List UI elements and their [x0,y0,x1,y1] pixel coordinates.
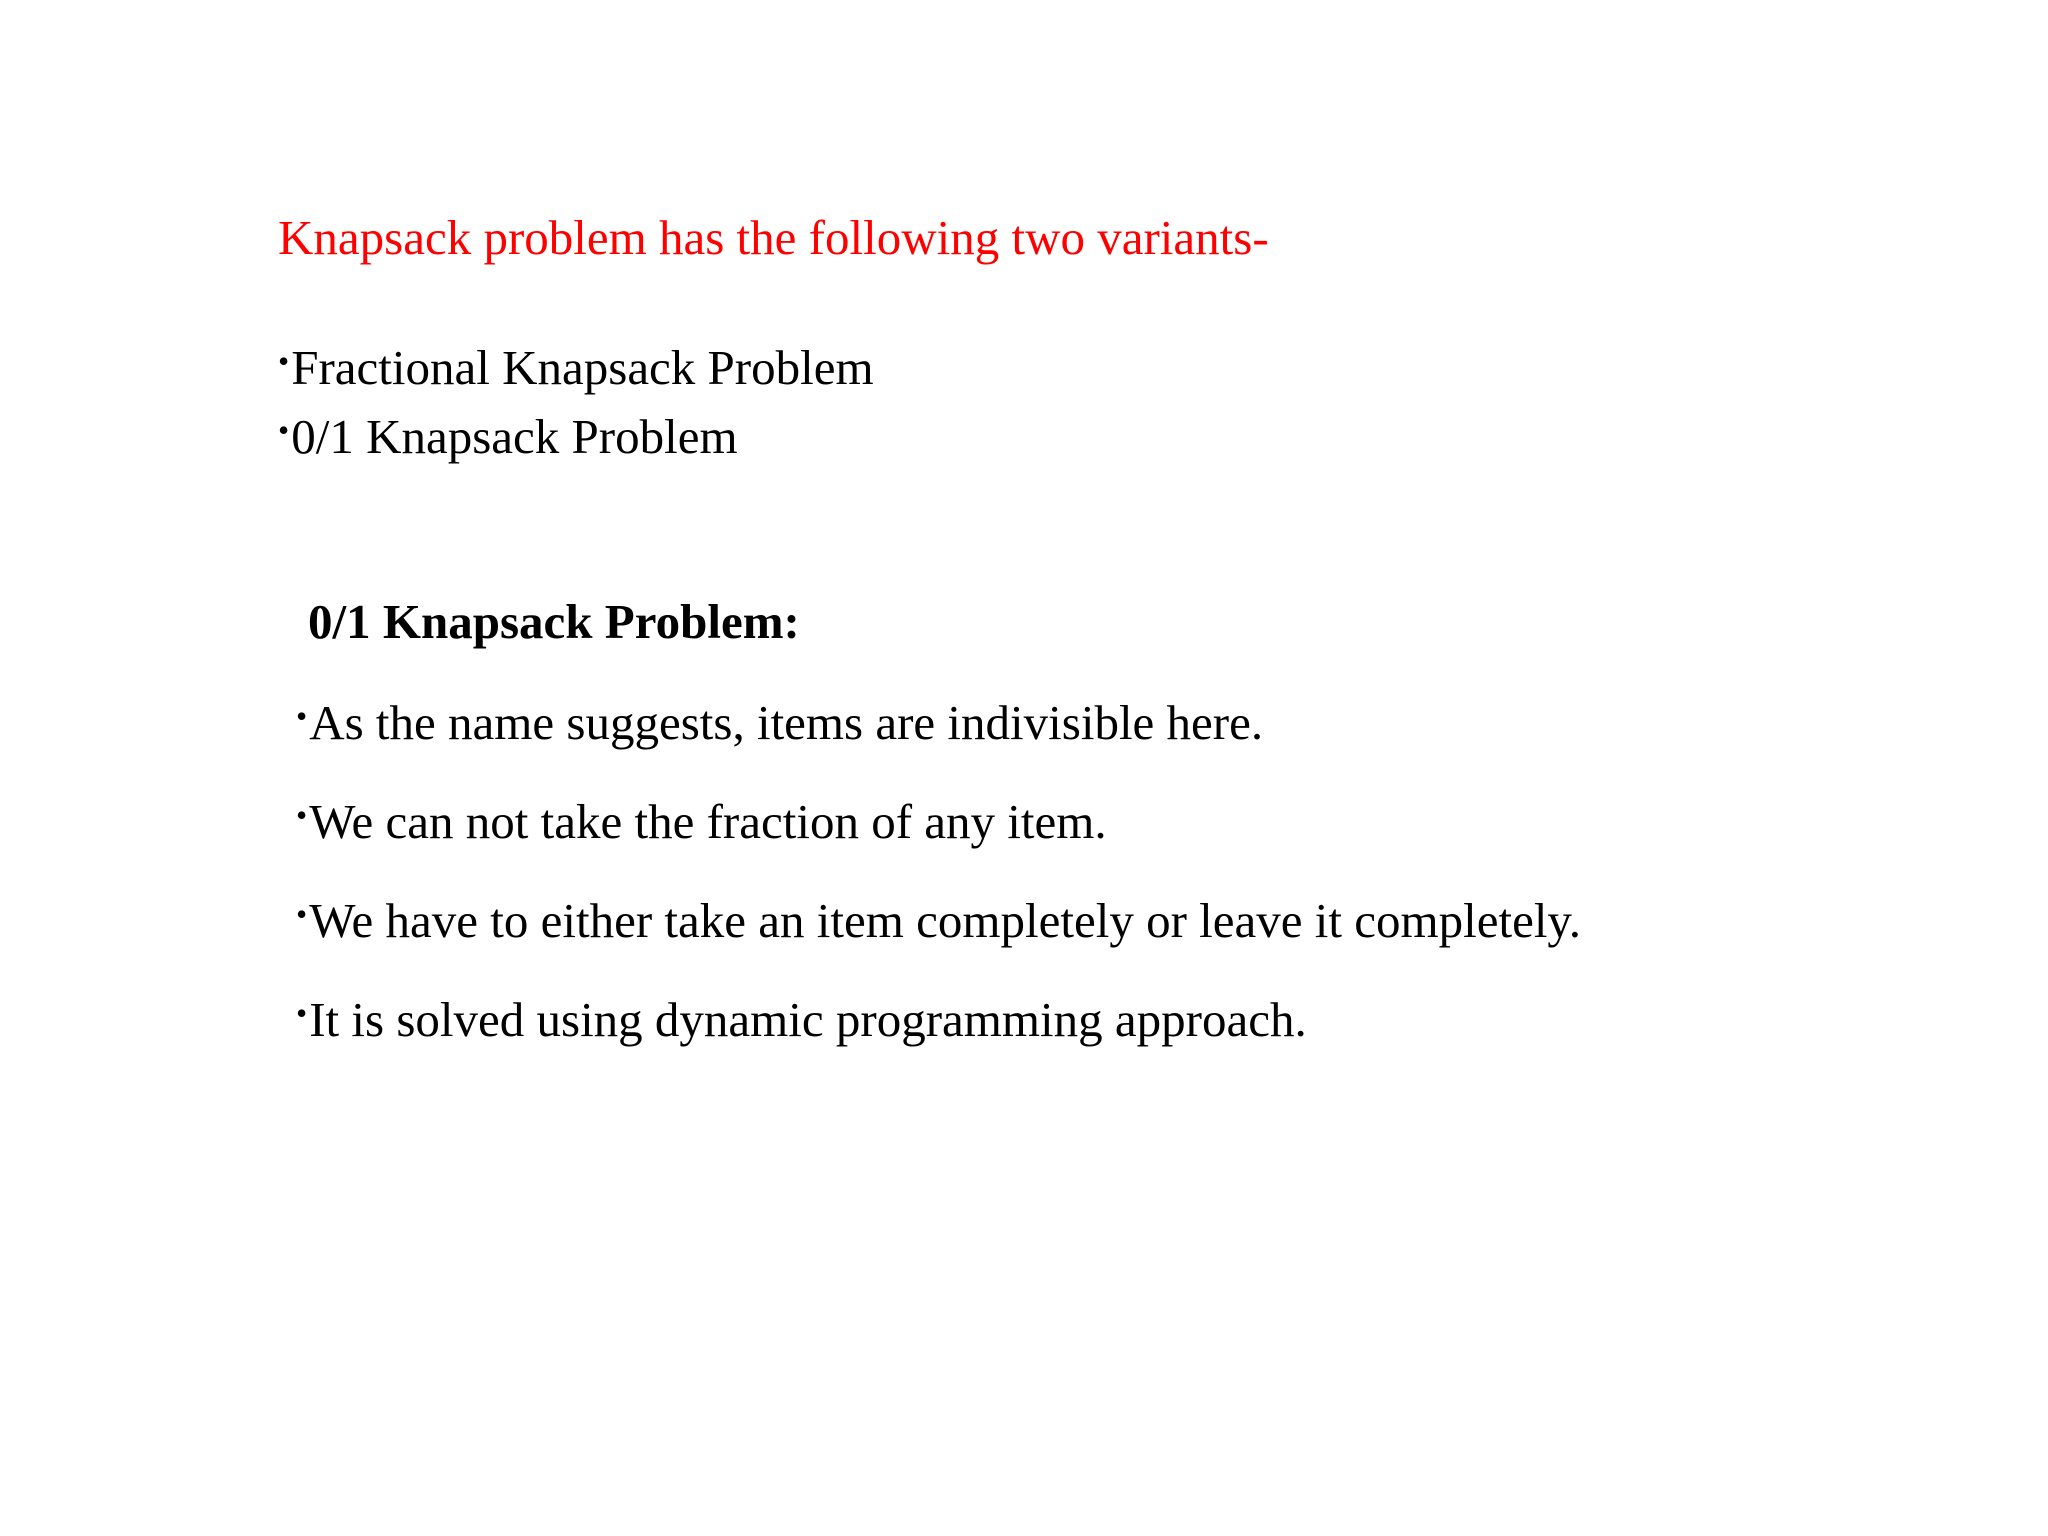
section-title: 0/1 Knapsack Problem: [308,594,800,649]
variant-item-zero-one [278,399,874,468]
detail-text: It is solved using dynamic programming approach. [309,992,1307,1047]
variant-label: 0/1 Knapsack Problem [291,409,738,464]
bullet-icon: • [278,412,290,448]
detail-text: We can not take the fraction of any item. [309,794,1107,849]
bullet-icon: • [296,797,308,833]
bullet-icon: • [296,896,308,932]
bullet-icon: • [278,343,290,379]
detail-item [296,884,1581,951]
detail-list [296,686,1581,1082]
variant-label: Fractional Knapsack Problem [291,340,874,395]
detail-item [296,983,1581,1050]
variant-item-fractional [278,330,874,399]
bullet-icon: • [296,698,308,734]
detail-text: We have to either take an item completely or leave it completely. [309,893,1582,948]
bullet-icon: • [296,995,308,1031]
detail-item [296,686,1581,753]
detail-text: As the name suggests, items are indivisible here. [309,695,1264,750]
detail-item [296,785,1581,852]
variants-list [278,330,874,468]
intro-heading: Knapsack problem has the following two variants- [278,210,1269,265]
